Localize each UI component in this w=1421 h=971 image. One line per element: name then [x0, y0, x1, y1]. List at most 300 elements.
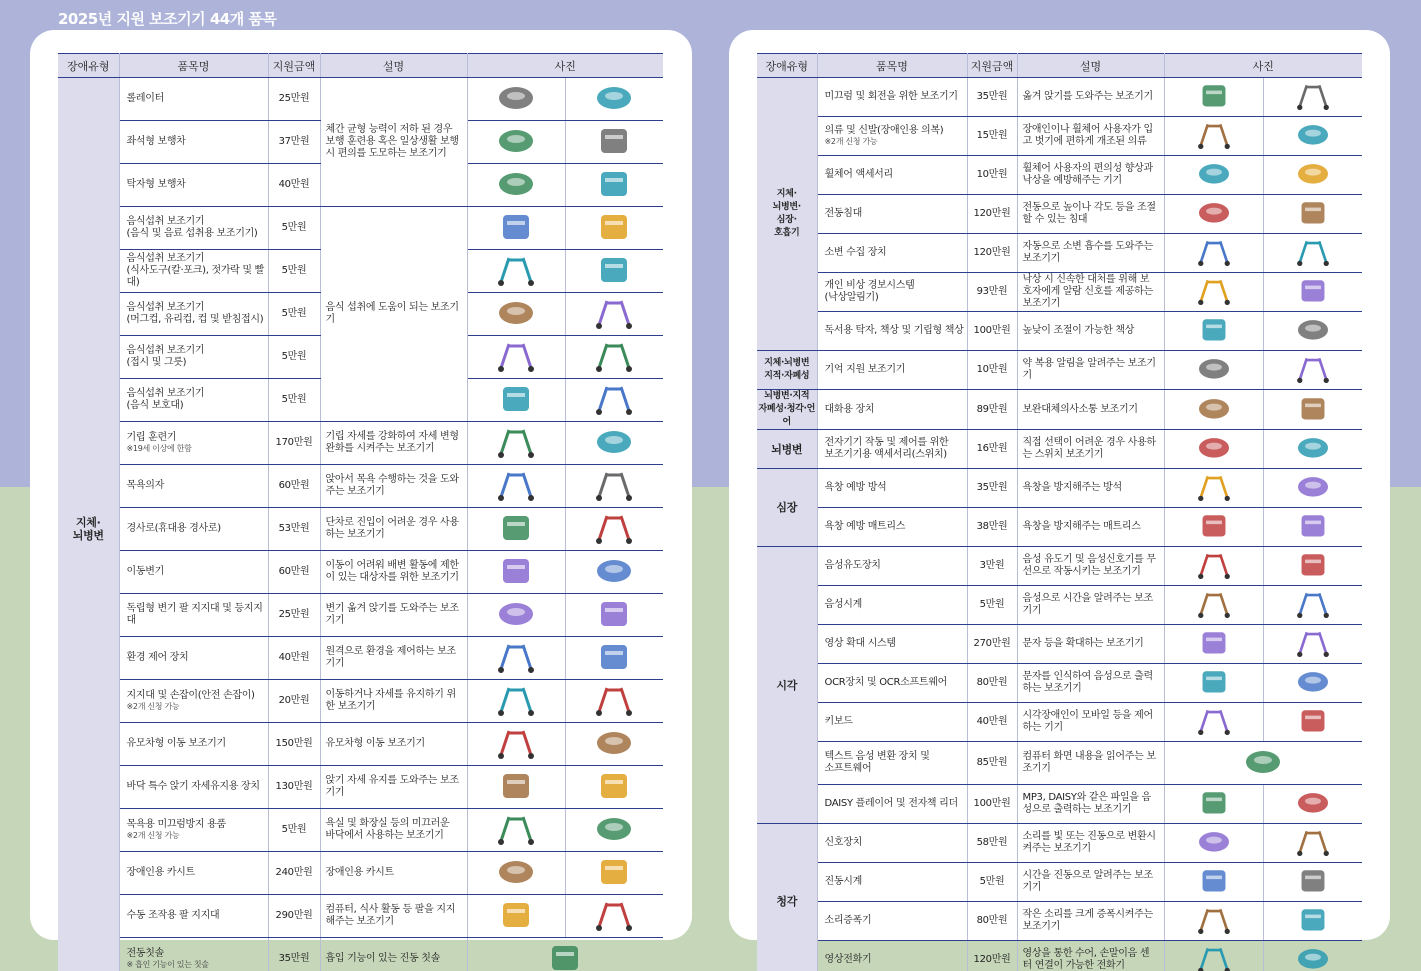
blue-plate-icon [470, 338, 563, 376]
environment-controller-icon [470, 639, 563, 677]
item-photo [565, 164, 663, 207]
item-photo [565, 551, 663, 594]
right-page [729, 30, 1390, 971]
item-amount: 120만원 [967, 941, 1017, 971]
left-page [30, 30, 692, 969]
item-description: 이동이 어려워 배변 활동에 제한이 있는 대상자를 위한 보조기기 [320, 551, 467, 594]
talking-watch-icon [1167, 588, 1261, 622]
item-photo [1164, 863, 1263, 902]
item-photo [1164, 234, 1263, 273]
item-description: 음성 유도기 및 음성신호기를 무선으로 작동시키는 보조기기 [1017, 547, 1164, 586]
item-photo [1263, 469, 1362, 508]
item-photo [1263, 195, 1362, 234]
header-item: 품목명 [817, 54, 967, 78]
wheelchair-cape-icon [1266, 119, 1361, 153]
table-row [58, 809, 663, 852]
type-line: 청각 [776, 895, 798, 908]
item-amount: 130만원 [268, 766, 320, 809]
header-desc: 설명 [1017, 54, 1164, 78]
item-name [119, 207, 268, 250]
type-line: 호흡기 [774, 228, 800, 238]
item-amount: 170만원 [268, 422, 320, 465]
item-photo [467, 809, 565, 852]
item-amount: 20만원 [268, 680, 320, 723]
food-guard-icon [470, 381, 563, 419]
table-row [757, 430, 1362, 469]
item-description: 앉기 자세 유지를 도와주는 보조기기 [320, 766, 467, 809]
item-description: 직접 선택이 어려운 경우 사용하는 스위치 보조기기 [1017, 430, 1164, 469]
right-header-row [757, 54, 1362, 78]
table-row [58, 78, 663, 121]
item-line: 음식섭취 보조기기 [126, 216, 205, 227]
type-line: 뇌병변 [72, 529, 104, 542]
item-photo [1263, 941, 1362, 971]
table-row [757, 664, 1362, 703]
doorbell-light-icon [1266, 826, 1361, 860]
item-amount: 5만원 [268, 250, 320, 293]
table-row [757, 586, 1362, 625]
item-description: 음식 섭취에 도움이 되는 보조기기 [320, 207, 467, 422]
item-amount: 120만원 [967, 234, 1017, 273]
fall-alarm-icon [1266, 275, 1361, 309]
table-row [58, 594, 663, 637]
item-description: 옮겨 앉기를 도와주는 보조기기 [1017, 78, 1164, 117]
standing-frame-icon [470, 424, 563, 462]
item-photo [565, 250, 663, 293]
signal-device-icon [1167, 826, 1261, 860]
item-photo [565, 422, 663, 465]
header-type: 장애유형 [58, 54, 119, 78]
ramp-icon [470, 510, 563, 548]
table-row [757, 902, 1362, 941]
table-row [58, 766, 663, 809]
table-row [757, 390, 1362, 430]
item-amount: 80만원 [967, 902, 1017, 941]
item-amount: 53만원 [268, 508, 320, 551]
item-photo [1263, 863, 1362, 902]
item-amount: 35만원 [967, 469, 1017, 508]
table-row [757, 78, 1362, 117]
emergency-button-icon [1167, 275, 1261, 309]
table-row [757, 469, 1362, 508]
item-description: 앉아서 목욕 수행하는 것을 도와주는 보조기기 [320, 465, 467, 508]
item-name: 기억 지원 보조기기 [817, 351, 967, 390]
non-slip-roll-icon [470, 811, 563, 849]
item-description: 약 복용 알림을 알려주는 보조기기 [1017, 351, 1164, 390]
item-name [119, 938, 268, 971]
item-name: 장애인용 카시트 [119, 852, 268, 895]
left-header-row [58, 54, 663, 78]
item-name [817, 430, 967, 469]
table-walker-2-icon [568, 166, 662, 204]
table-row [757, 156, 1362, 195]
item-name: 수동 조작용 팔 지지대 [119, 895, 268, 938]
item-name [119, 422, 268, 465]
item-photo [1263, 390, 1362, 430]
page-title: 2025년 지원 보조기기 44개 품목 [58, 10, 277, 28]
item-name: OCR장치 및 OCR소프트웨어 [817, 664, 967, 703]
desk-phone-icon [1266, 943, 1361, 971]
bath-bench-icon [568, 467, 662, 505]
item-photo [467, 78, 565, 121]
item-amount: 10만원 [967, 156, 1017, 195]
item-photo [565, 508, 663, 551]
item-name [119, 293, 268, 336]
item-description: 욕창을 방지해주는 매트리스 [1017, 508, 1164, 547]
item-name: 전동침대 [817, 195, 967, 234]
item-amount: 80만원 [967, 664, 1017, 703]
item-name: 경사로(휴대용 경사로) [119, 508, 268, 551]
item-photo [1164, 273, 1263, 312]
item-note: ※2개 신청 가능 [824, 137, 878, 146]
transfer-board-icon [1167, 80, 1261, 114]
table-row [757, 785, 1362, 824]
table-row [757, 863, 1362, 902]
right-table [757, 53, 1362, 971]
item-name [119, 809, 268, 852]
item-photo [467, 164, 565, 207]
suction-toothbrush-icon [470, 940, 662, 971]
item-description: 컴퓨터 화면 내용을 읽어주는 보조기기 [1017, 742, 1164, 785]
type-line: 지체·뇌병변 [764, 358, 810, 368]
item-name: 이동변기 [119, 551, 268, 594]
item-description: 휠체어 사용자의 편의성 향상과 낙상을 예방해주는 기기 [1017, 156, 1164, 195]
item-amount: 270만원 [967, 625, 1017, 664]
item-amount: 40만원 [268, 164, 320, 207]
item-amount: 5만원 [268, 809, 320, 852]
item-photo [565, 594, 663, 637]
item-amount: 3만원 [967, 547, 1017, 586]
table-row [757, 742, 1362, 785]
video-phone-icon [1167, 943, 1261, 971]
type-line: 지체· [776, 189, 797, 199]
item-photo [1164, 430, 1263, 469]
type-line: 뇌병변· [772, 202, 801, 212]
item-description: 컴퓨터, 식사 활동 등 팔을 지지해주는 보조기기 [320, 895, 467, 938]
item-description: 영상을 통한 수어, 손말이음 센터 연결이 가능한 전화기 [1017, 941, 1164, 971]
item-photo [565, 895, 663, 938]
item-name: 신호장치 [817, 824, 967, 863]
folding-ramp-icon [568, 510, 662, 548]
type-line: 뇌병변·지적 [764, 391, 810, 401]
item-description: 시각장애인이 모바일 등을 제어하는 기기 [1017, 703, 1164, 742]
item-line: 전동칫솔 [126, 948, 164, 959]
type-line: 심장 [776, 501, 798, 514]
item-amount: 35만원 [967, 78, 1017, 117]
item-photo [467, 766, 565, 809]
arm-support-icon [568, 897, 662, 935]
air-cushion-icon [1167, 471, 1261, 505]
fork-icon [568, 252, 662, 290]
portable-magnifier-icon [1167, 627, 1261, 661]
item-photo [467, 852, 565, 895]
item-name [119, 250, 268, 293]
item-description: 욕창을 방지해주는 방석 [1017, 469, 1164, 508]
item-line: 음식섭취 보조기기 [126, 345, 205, 356]
table-row [757, 273, 1362, 312]
disability-type [757, 390, 817, 430]
pill-box-icon [1266, 353, 1361, 387]
type-line: 지적·자폐성 [764, 371, 810, 381]
item-name [119, 379, 268, 422]
item-description: 이동하거나 자세를 유지하기 위한 보조기기 [320, 680, 467, 723]
table-row [757, 824, 1362, 863]
car-seat-icon [470, 854, 563, 892]
support-bar-icon [470, 682, 563, 720]
item-photo [467, 465, 565, 508]
item-amount: 60만원 [268, 551, 320, 594]
item-photo [1164, 469, 1263, 508]
item-photo [1164, 785, 1263, 824]
item-photo [467, 121, 565, 164]
item-photo [467, 422, 565, 465]
item-photo [1263, 273, 1362, 312]
non-slip-mat-icon [568, 811, 662, 849]
item-note: ※2개 신청 가능 [126, 831, 180, 840]
table-row [757, 508, 1362, 547]
vibrating-clock-icon [1167, 865, 1261, 899]
screen-reader-icon [1167, 744, 1361, 782]
item-amount: 5만원 [268, 379, 320, 422]
item-photo [1263, 234, 1362, 273]
grab-bar-icon [568, 682, 662, 720]
item-line: (식사도구(칼·포크), 젓가락 및 빨대) [126, 265, 265, 288]
item-name: 욕창 예방 매트리스 [817, 508, 967, 547]
stroller-icon [470, 725, 563, 763]
item-photo [1263, 117, 1362, 156]
item-description: 체간 균형 능력이 저하 된 경우 보행 훈련용 혹은 일상생활 보행 시 편의를 도모하는 보조기기 [320, 78, 467, 207]
item-line: 개인 비상 경보시스템 [824, 280, 915, 291]
table-row [58, 422, 663, 465]
item-description: 문자 등을 확대하는 보조기기 [1017, 625, 1164, 664]
item-line: 목욕용 미끄럼방지 용품 [126, 819, 226, 830]
talking-clock-icon [1266, 588, 1361, 622]
item-note: ※ 흡인 기능이 있는 칫솔 [126, 960, 209, 969]
walker-frame-icon [470, 80, 563, 118]
item-photo [565, 379, 663, 422]
item-photo [565, 723, 663, 766]
item-photo [1164, 351, 1263, 390]
vibrating-watch-icon [1266, 865, 1361, 899]
item-description: 소리를 빛 또는 진동으로 변환시켜주는 보조기기 [1017, 824, 1164, 863]
toilet-frame-icon [470, 596, 563, 634]
item-line: 소프트웨어 [824, 763, 872, 774]
table-row [58, 508, 663, 551]
wheelchair-belt-icon [1167, 158, 1261, 192]
table-row [757, 195, 1362, 234]
item-amount: 10만원 [967, 351, 1017, 390]
item-name: 롤레이터 [119, 78, 268, 121]
item-line: 텍스트 음성 변환 장치 및 [824, 751, 930, 762]
item-amount: 89만원 [967, 390, 1017, 430]
electric-bed-icon [1167, 197, 1261, 231]
item-description: 전동으로 높이나 각도 등을 조절할 수 있는 침대 [1017, 195, 1164, 234]
item-note: ※2개 신청 가능 [126, 702, 180, 711]
wheelchair-cushion-icon [1266, 158, 1361, 192]
item-name: 독서용 탁자, 책상 및 기립형 책상 [817, 312, 967, 351]
item-photo [1263, 785, 1362, 824]
item-line: 음식섭취 보조기기 [126, 388, 205, 399]
item-amount: 5만원 [967, 863, 1017, 902]
item-amount: 150만원 [268, 723, 320, 766]
table-row [757, 547, 1362, 586]
item-line: (음식 보호대) [126, 400, 184, 411]
table-row [757, 312, 1362, 351]
item-name [119, 336, 268, 379]
car-seat-2-icon [568, 854, 662, 892]
standing-desk-icon [1266, 314, 1361, 348]
item-photo [467, 723, 565, 766]
item-photo [1263, 78, 1362, 117]
table-row [757, 234, 1362, 273]
item-photo [1263, 625, 1362, 664]
air-mattress-icon [1167, 510, 1261, 544]
item-description: 문자를 인식하여 음성으로 출력하는 보조기기 [1017, 664, 1164, 703]
item-amount: 35만원 [268, 938, 320, 971]
item-name: 소변 수집 장치 [817, 234, 967, 273]
keyboard-stand-icon [1266, 705, 1361, 739]
table-row [58, 637, 663, 680]
item-description: 자동으로 소변 흡수를 도와주는 보조기기 [1017, 234, 1164, 273]
item-description: 유모차형 이동 보조기기 [320, 723, 467, 766]
voice-guide-icon [1167, 549, 1261, 583]
item-photo [565, 293, 663, 336]
item-line: 기립 훈련기 [126, 432, 177, 443]
arm-support-person-icon [470, 897, 563, 935]
item-photo [1164, 547, 1263, 586]
item-amount: 15만원 [967, 117, 1017, 156]
table-row [757, 351, 1362, 390]
item-photo [1263, 824, 1362, 863]
item-description: 높낮이 조절이 가능한 책상 [1017, 312, 1164, 351]
item-photo [1263, 703, 1362, 742]
table-row [58, 938, 663, 971]
ocr-reader-icon [1167, 666, 1261, 700]
blue-cup-icon [470, 209, 563, 247]
item-line: 의류 및 신발(장애인용 의복) [824, 125, 944, 136]
desktop-magnifier-icon [1266, 627, 1361, 661]
item-name: 휠체어 액세서리 [817, 156, 967, 195]
item-description: 욕실 및 화장실 등의 미끄러운 바닥에서 사용하는 보조기기 [320, 809, 467, 852]
table-row [58, 207, 663, 250]
item-amount: 5만원 [268, 336, 320, 379]
disability-type [757, 430, 817, 469]
item-line: (머그컵, 유리컵, 컵 및 받침접시) [126, 314, 264, 325]
item-name: 독립형 변기 팔 지지대 및 등지지대 [119, 594, 268, 637]
header-item: 품목명 [119, 54, 268, 78]
item-name: DAISY 플레이어 및 전자책 리더 [817, 785, 967, 824]
item-line: (낙상알림기) [824, 292, 879, 303]
bath-chair-icon [470, 467, 563, 505]
item-amount: 5만원 [268, 207, 320, 250]
item-photo [467, 293, 565, 336]
item-photo [467, 336, 565, 379]
item-photo [565, 121, 663, 164]
gel-mattress-icon [1266, 510, 1361, 544]
item-amount: 37만원 [268, 121, 320, 164]
item-name [817, 117, 967, 156]
item-photo [565, 336, 663, 379]
item-photo [565, 680, 663, 723]
item-amount: 60만원 [268, 465, 320, 508]
item-photo [467, 637, 565, 680]
item-photo [1164, 78, 1263, 117]
ocr-scanner-icon [1266, 666, 1361, 700]
air-cushion-2-icon [1266, 471, 1361, 505]
item-description: MP3, DAISY와 같은 파일을 음성으로 출력하는 보조기기 [1017, 785, 1164, 824]
item-photo [467, 551, 565, 594]
color-switches-icon [1167, 432, 1261, 466]
toilet-rail-icon [568, 596, 662, 634]
item-amount: 100만원 [967, 785, 1017, 824]
item-line: (음식 및 음료 섭취용 보조기기) [126, 228, 258, 239]
type-line: 뇌병변 [771, 442, 803, 456]
item-name: 대화용 장치 [817, 390, 967, 430]
disability-type [757, 78, 817, 351]
table-row [757, 941, 1362, 971]
colorful-dishes-icon [568, 338, 662, 376]
header-type: 장애유형 [757, 54, 817, 78]
item-name: 바닥 특수 앉기 자세유지용 장치 [119, 766, 268, 809]
table-row [58, 895, 663, 938]
sippy-cup-icon [568, 209, 662, 247]
rollator-icon [568, 80, 662, 118]
ear-amplifier-icon [1167, 904, 1261, 938]
item-name: 영상 확대 시스템 [817, 625, 967, 664]
button-switches-icon [1266, 432, 1361, 466]
yellow-saucer-icon [470, 295, 563, 333]
remote-switch-icon [568, 639, 662, 677]
item-description: 기립 자세를 강화하여 자세 변형 완화를 시켜주는 보조기기 [320, 422, 467, 465]
item-name [817, 742, 967, 785]
daisy-player-icon [1167, 787, 1261, 821]
wheeled-commode-icon [568, 553, 662, 591]
item-photo [1164, 625, 1263, 664]
item-name: 목욕의자 [119, 465, 268, 508]
spoon-icon [470, 252, 563, 290]
item-photo [1263, 312, 1362, 351]
left-table [58, 53, 663, 971]
item-name: 영상전화기 [817, 941, 967, 971]
urine-device-icon [1266, 236, 1361, 270]
item-amount: 93만원 [967, 273, 1017, 312]
header-desc: 설명 [320, 54, 467, 78]
item-amount: 85만원 [967, 742, 1017, 785]
item-name: 진동시계 [817, 863, 967, 902]
item-photo [467, 938, 663, 971]
item-line: 음식섭취 보조기기 [126, 253, 205, 264]
item-photo [565, 809, 663, 852]
item-name: 환경 제어 장치 [119, 637, 268, 680]
item-photo [1164, 390, 1263, 430]
item-name: 유모차형 이동 보조기기 [119, 723, 268, 766]
item-amount: 100만원 [967, 312, 1017, 351]
item-description: 원격으로 환경을 제어하는 보조기기 [320, 637, 467, 680]
item-amount: 40만원 [268, 637, 320, 680]
item-description: 보완대체의사소통 보조기기 [1017, 390, 1164, 430]
item-photo [1263, 351, 1362, 390]
handle-mug-icon [568, 295, 662, 333]
item-note: ※19세 이상에 한함 [126, 444, 192, 453]
disability-type [757, 547, 817, 824]
electric-bed-2-icon [1266, 197, 1361, 231]
adaptive-clothing-icon [1167, 119, 1261, 153]
item-line: (접시 및 그릇) [126, 357, 187, 368]
table-row [58, 852, 663, 895]
table-row [58, 680, 663, 723]
table-walker-icon [470, 166, 563, 204]
floor-seat-icon [470, 768, 563, 806]
